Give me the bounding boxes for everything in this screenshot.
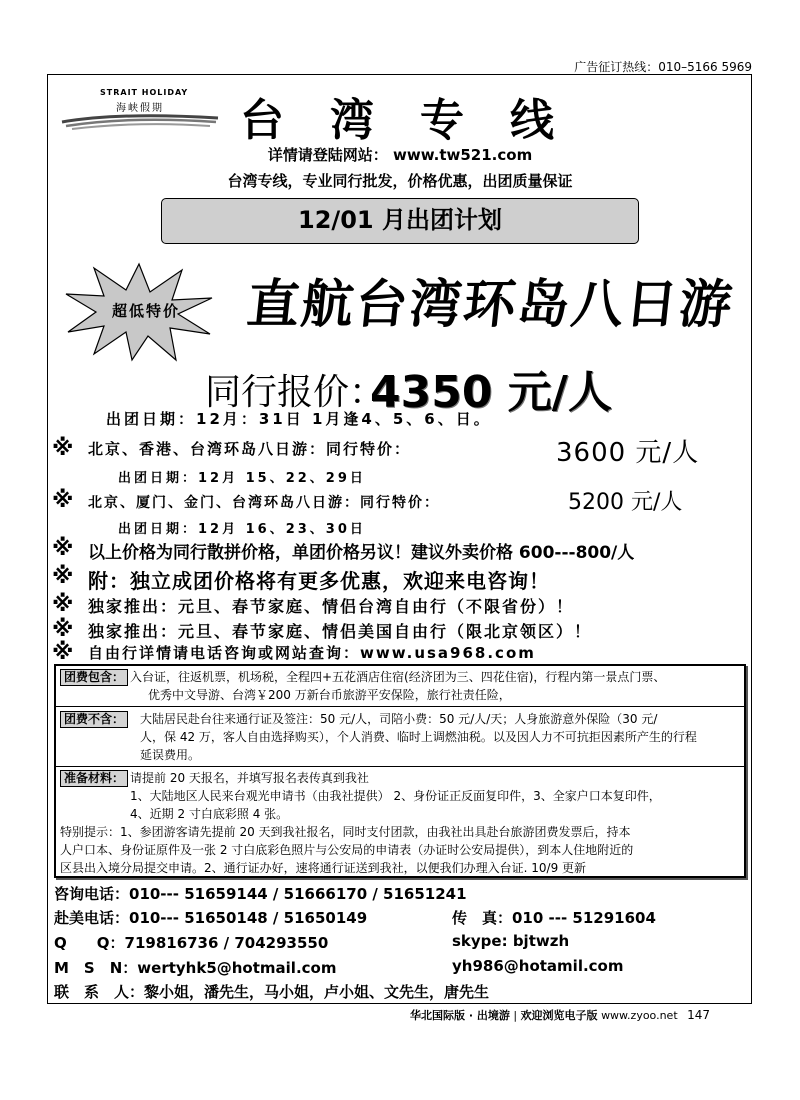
exclude-text: 人，保 42 万，客人自由选择购买），个人消费、临时上调燃油税。以及因人力不可抗拒因素所产生的行程 xyxy=(140,730,697,744)
usa-phone: 赴美电话：010--- 51650148 / 51650149 xyxy=(54,909,368,927)
footer-divider: | xyxy=(513,1009,518,1022)
bullet-marker: ※ xyxy=(52,488,74,513)
route-1-price: 3600 元/人 xyxy=(556,438,700,468)
peer-price-label: 同行报价： xyxy=(205,372,386,413)
bullet-marker: ※ xyxy=(52,536,74,561)
peer-price-value: 4350 元/人 xyxy=(370,367,612,418)
special-note: 人户口本、身份证原件及一张 2 寸白底彩色照片与公安局的申请表（办证时公安局提供），到本人住地附近的 xyxy=(60,843,634,857)
bullet-marker: ※ xyxy=(52,592,74,617)
prep-text: 1、大陆地区人民来台观光申请书（由我社提供） 2、身份证正反面复印件，3、全家户口本复印件， xyxy=(130,789,661,803)
footer-url[interactable]: www.zyoo.net xyxy=(601,1009,678,1022)
skype-id: skype: bjtwzh xyxy=(452,932,570,950)
terms-box xyxy=(54,664,746,878)
page-title: 台湾专线 xyxy=(240,95,600,146)
note-item-website[interactable]: 自由行详情请电话咨询或网站查询：www.usa968.com xyxy=(88,644,536,662)
logo-chinese: 海峡假期 xyxy=(116,103,164,114)
include-label: 团费包含： xyxy=(60,669,128,686)
note-item: 附：独立成团价格将有更多优惠，欢迎来电咨询！ xyxy=(88,569,550,593)
route-1: 北京、香港、台湾环岛八日游：同行特价： xyxy=(88,440,412,458)
ad-hotline: 广告征订热线：010–5166 5969 xyxy=(574,60,752,74)
burst-label: 超低特价 xyxy=(112,302,181,320)
footer-welcome: 欢迎浏览电子版 xyxy=(520,1009,598,1022)
exclude-text: 大陆居民赴台往来通行证及签注：50 元/人，司陪小费：50 元/人/天；人身旅游意外保险（30 元/ xyxy=(140,712,658,726)
include-text: 优秀中文导游、台湾￥200 万新台币旅游平安保险，旅行社责任险， xyxy=(148,688,511,702)
slogan: 台湾专线，专业同行批发，价格优惠，出团质量保证 xyxy=(227,172,573,190)
contact-people: 联 系 人：黎小姐，潘先生，马小姐，卢小姐、文先生，唐先生 xyxy=(54,983,490,1001)
departure-plan-banner: 12/01 月出团计划 xyxy=(161,198,639,244)
row-divider xyxy=(56,706,744,707)
qq-number: Q Q：719816736 / 704293550 xyxy=(54,934,329,952)
route-2-dates: 出团日期：12月 16、23、30日 xyxy=(118,522,366,537)
email-address[interactable]: yh986@hotamil.com xyxy=(452,957,624,975)
page-footer xyxy=(410,1007,710,1023)
headline: 直航台湾环岛八日游 xyxy=(244,274,737,335)
note-item: 独家推出：元旦、春节家庭、情侣台湾自由行（不限省份）！ xyxy=(88,597,575,616)
msn-address[interactable]: M S N：wertyhk5@hotmail.com xyxy=(54,959,337,977)
prep-text: 4、近期 2 寸白底彩照 4 张。 xyxy=(130,807,289,821)
logo-english: STRAIT HOLIDAY xyxy=(100,88,189,97)
prep-label: 准备材料： xyxy=(60,770,128,787)
row-divider xyxy=(56,766,744,767)
wave-icon xyxy=(60,112,220,130)
bullet-marker: ※ xyxy=(52,617,74,642)
route-2-price: 5200 元/人 xyxy=(568,490,683,515)
bullet-marker: ※ xyxy=(52,564,74,589)
exclude-text: 延误费用。 xyxy=(140,748,201,762)
route-1-dates: 出团日期：12月 15、22、29日 xyxy=(118,471,366,486)
page-number: 147 xyxy=(687,1008,711,1022)
special-note: 区县出入境分局提交申请。2、通行证办好，速将通行证送到我社，以便我们办理入台证. 10/9 更新 xyxy=(60,861,587,875)
departure-dates-main: 出团日期：12月：31日 1月逢4、5、6、日。 xyxy=(106,410,492,428)
prep-text: 请提前 20 天报名，并填写报名表传真到我社 xyxy=(130,771,369,785)
fax-number: 传 真：010 --- 51291604 xyxy=(452,909,656,927)
route-2: 北京、厦门、金门、台湾环岛八日游：同行特价： xyxy=(88,495,440,511)
include-text: 入台证，往返机票，机场税，全程四+五花酒店住宿(经济团为三、四花住宿)，行程内第一景点门票、 xyxy=(130,670,666,684)
footer-section: 华北国际版 · 出境游 xyxy=(410,1009,510,1022)
consult-phone: 咨询电话：010--- 51659144 / 51666170 / 51651241 xyxy=(54,885,467,903)
note-item: 以上价格为同行散拼价格，单团价格另议！建议外卖价格 600---800/人 xyxy=(88,543,635,563)
strait-holiday-logo xyxy=(60,88,220,138)
bullet-marker: ※ xyxy=(52,436,74,461)
special-note: 特别提示：1、参团游客请先提前 20 天到我社报名，同时支付团款，由我社出具赴台旅游团费发票后，持本 xyxy=(60,825,631,839)
exclude-label: 团费不含： xyxy=(60,711,128,728)
bullet-marker: ※ xyxy=(52,640,74,665)
website-line[interactable]: 详情请登陆网站： www.tw521.com xyxy=(267,146,533,164)
note-item: 独家推出：元旦、春节家庭、情侣美国自由行（限北京领区）！ xyxy=(88,622,593,641)
